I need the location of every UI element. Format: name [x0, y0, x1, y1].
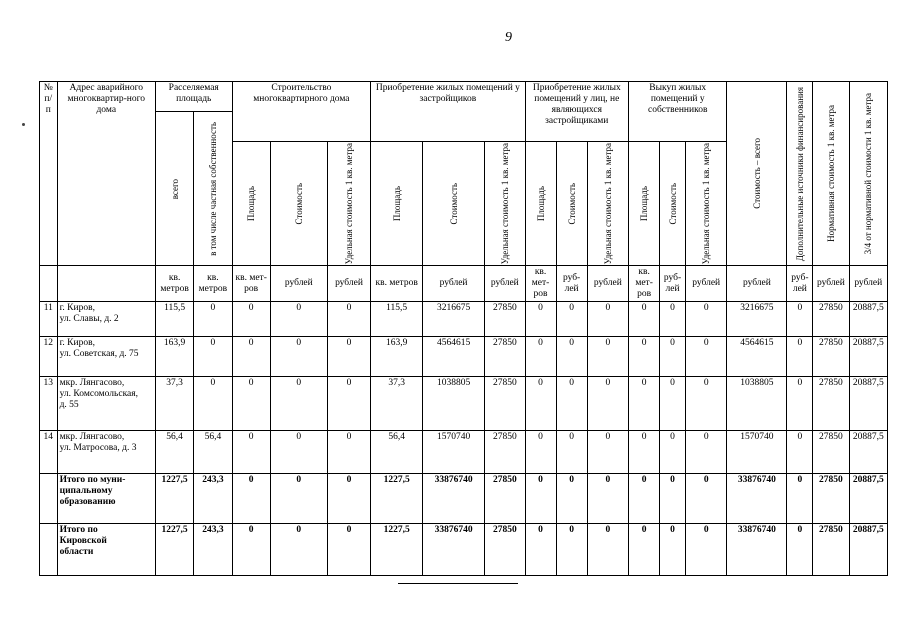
header-area: Площадь: [391, 186, 402, 222]
unit-cell: руб-лей: [556, 266, 587, 302]
units-row: [40, 266, 888, 302]
header-purchase-dev: Приобретение жилых помещений у застройщиков: [371, 82, 525, 142]
header-unit-cost: Удельная стоимость 1 кв. метра: [701, 143, 712, 265]
footer-divider: [398, 583, 518, 584]
unit-cell: кв. мет-ров: [629, 266, 660, 302]
header-row-1: [40, 82, 888, 112]
unit-cell: руб-лей: [787, 266, 813, 302]
header-address: Адрес аварийного многоквартир-ного дома: [57, 82, 155, 266]
header-cost: Стоимость: [293, 182, 304, 225]
header-norm-cost: Нормативная стоимость 1 кв. метра: [813, 82, 849, 266]
unit-cell: кв. метров: [371, 266, 423, 302]
unit-cell: рублей: [727, 266, 787, 302]
header-buyout: Выкуп жилых помещений у собственников: [629, 82, 727, 142]
unit-cell: рублей: [813, 266, 849, 302]
table-row: 14 мкр. Лянгасово, ул. Матросова, д. 3 56,4 56,4 0 0 0 56,4 1570740 27850 0 0 0 0 0 0 1570740 0 27850 20887,5: [40, 431, 888, 474]
total-row-region: Итого по Кировской области 1227,5 243,3 0 0 0 1227,5 33876740 27850 0 0 0 0 0 0 33876740 0 27850 20887,5: [40, 524, 888, 576]
header-unit-cost: Удельная стоимость 1 кв. метра: [344, 143, 355, 265]
header-num: № п/п: [40, 82, 58, 266]
unit-cell: кв. мет-ров: [525, 266, 556, 302]
resettlement-table: [39, 81, 888, 576]
unit-cell: рублей: [270, 266, 327, 302]
unit-cell: кв. метров: [194, 266, 232, 302]
unit-cell: рублей: [485, 266, 525, 302]
header-cost: Стоимость: [667, 182, 678, 225]
header-area: Площадь: [535, 186, 546, 222]
header-total: всего: [155, 112, 193, 266]
unit-cell: кв. метров: [155, 266, 193, 302]
header-unit-cost: Удельная стоимость 1 кв. метра: [499, 143, 510, 265]
unit-cell: кв. мет-ров: [232, 266, 270, 302]
header-area: Площадь: [246, 186, 257, 222]
unit-cell: рублей: [685, 266, 726, 302]
header-private: в том числе частная собственность: [194, 112, 232, 266]
header-resettled-area: Расселяемая площадь: [155, 82, 232, 112]
header-unit-cost: Удельная стоимость 1 кв. метра: [602, 143, 613, 265]
header-additional: Дополнительные источники финансирования: [787, 82, 813, 266]
unit-cell: рублей: [327, 266, 371, 302]
header-construction: Строительство многоквартирного дома: [232, 82, 371, 142]
page-number: 9: [505, 30, 512, 45]
table-row: 11 г. Киров, ул. Славы, д. 2 115,5 0 0 0 0 115,5 3216675 27850 0 0 0 0 0 0 3216675 0 27850 20887,5: [40, 302, 888, 337]
header-area: Площадь: [639, 186, 650, 222]
header-three-quarters: 3/4 от нормативной стоимости 1 кв. метра: [849, 82, 887, 266]
header-cost: Стоимость: [448, 182, 459, 225]
table-row: 12 г. Киров, ул. Советская, д. 75 163,9 0 0 0 0 163,9 4564615 27850 0 0 0 0 0 0 4564615 0 27850 20887,5: [40, 337, 888, 377]
header-cost-total: Стоимость – всего: [727, 82, 787, 266]
unit-cell: рублей: [587, 266, 628, 302]
header-purchase-nondev: Приобретение жилых помещений у лиц, не являющихся застройщиками: [525, 82, 629, 142]
total-row-municipal: Итого по муни- ципальному образованию 1227,5 243,3 0 0 0 1227,5 33876740 27850 0 0 0 0 0 0 33876740 0 27850 20887,5: [40, 474, 888, 524]
scan-speck: [22, 123, 25, 126]
header-cost: Стоимость: [566, 182, 577, 225]
table-row: 13 мкр. Лянгасово, ул. Комсомольская, д. 55 37,3 0 0 0 0 37,3 1038805 27850 0 0 0 0 0 0 1038805 0 27850 20887,5: [40, 377, 888, 431]
unit-cell: рублей: [423, 266, 485, 302]
unit-cell: рублей: [849, 266, 887, 302]
unit-cell: руб-лей: [660, 266, 686, 302]
